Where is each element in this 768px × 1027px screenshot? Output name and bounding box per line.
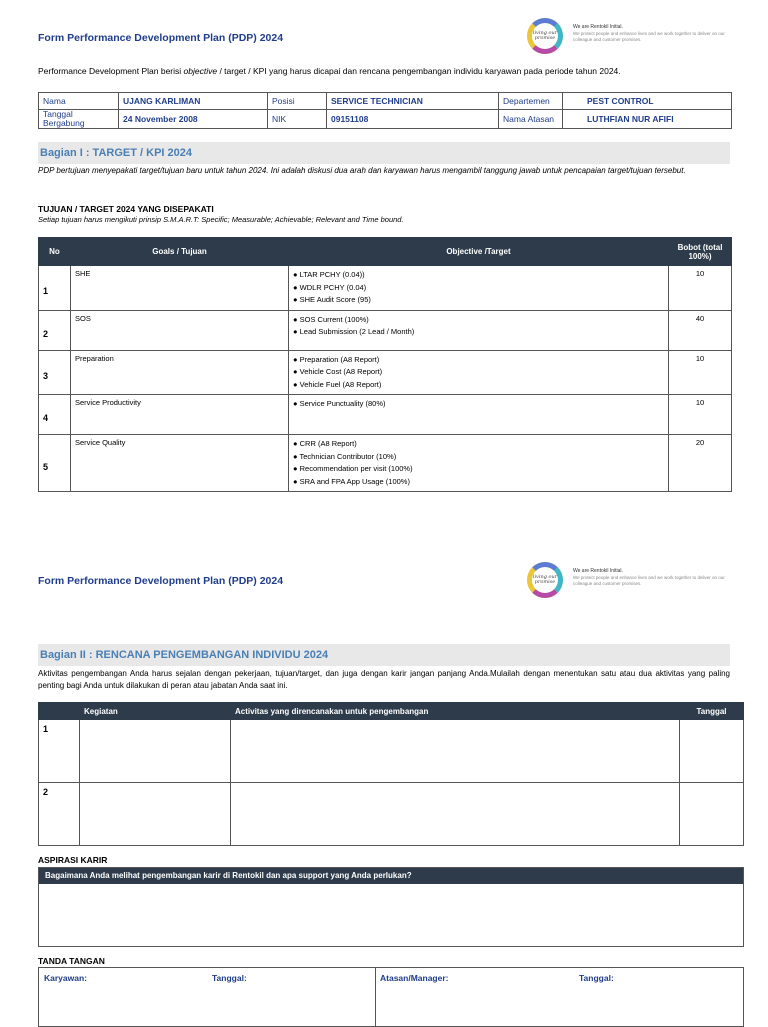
tanggal-value: 24 November 2008 xyxy=(119,110,268,129)
goals-table xyxy=(38,237,732,492)
atasan-label: Atasan/Manager: xyxy=(380,973,449,983)
goal-name: Preparation xyxy=(71,350,289,395)
goal-row xyxy=(39,310,732,350)
posisi-value: SERVICE TECHNICIAN xyxy=(327,93,499,110)
plan-row xyxy=(39,783,744,846)
employee-info-table xyxy=(38,92,732,129)
goal-bobot: 20 xyxy=(669,435,732,492)
tanggal-label-2: Tanggal: xyxy=(579,973,614,983)
plan-header-kegiatan: Kegiatan xyxy=(80,703,231,720)
posisi-label: Posisi xyxy=(268,93,327,110)
logo-tagline-1: We are Rentokil Initial. xyxy=(573,24,623,30)
goal-no: 2 xyxy=(39,310,71,350)
rentokil-logo-2 xyxy=(527,562,563,598)
tanggal-label-1: Tanggal: xyxy=(212,973,247,983)
plan-row-no: 1 xyxy=(39,720,80,783)
goal-target-item: ● Vehicle Cost (A8 Report) xyxy=(293,367,383,376)
tujuan-heading: TUJUAN / TARGET 2024 YANG DISEPAKATI xyxy=(38,204,214,214)
goal-name: SOS xyxy=(71,310,289,350)
goal-no: 3 xyxy=(39,350,71,395)
intro-text: Performance Development Plan berisi objective / target / KPI yang harus dicapai dan rencana pengembangan individu karyawan pada periode tahun 2024. xyxy=(38,66,621,76)
plan-header-tanggal: Tanggal xyxy=(680,703,744,720)
plan-kegiatan-cell[interactable] xyxy=(80,783,231,846)
goal-no: 5 xyxy=(39,435,71,492)
goal-bobot: 10 xyxy=(669,395,732,435)
goal-target-item: ● WDLR PCHY (0.04) xyxy=(293,282,367,292)
goal-target-item: ● SHE Audit Score (95) xyxy=(293,295,371,304)
section1-desc: PDP bertujuan menyepakati target/tujuan baru untuk tahun 2024. Ini adalah diskusi dua arah dan karyawan harus mengambil tanggung jawab untuk pencapaian target/tujuan tersebut. xyxy=(38,166,686,175)
goal-no: 4 xyxy=(39,395,71,435)
goal-row xyxy=(39,266,732,311)
nik-label: NIK xyxy=(268,110,327,129)
goals-header-bobot: Bobot (total 100%) xyxy=(669,238,732,266)
rentokil-logo xyxy=(527,18,563,54)
atasan-label: Nama Atasan xyxy=(499,110,563,129)
logo-tagline-2: We protect people and enhance lives and we work together to deliver on our colleague and customer promises. xyxy=(573,31,725,42)
goal-target-item: ● CRR (A8 Report) xyxy=(293,439,357,448)
development-plan-table xyxy=(38,702,744,846)
goal-bobot: 40 xyxy=(669,310,732,350)
goal-target-item: ● LTAR PCHY (0.04)) xyxy=(293,270,365,279)
goal-targets xyxy=(289,395,669,435)
goal-target-item: ● Lead Submission (2 Lead / Month) xyxy=(293,327,415,336)
goal-target-item: ● Recommendation per visit (100%) xyxy=(293,464,413,473)
plan-tanggal-cell[interactable] xyxy=(680,720,744,783)
departemen-label: Departemen xyxy=(499,93,563,110)
tujuan-note: Setiap tujuan harus mengikuti prinsip S.M.A.R.T: Specific; Measurable; Achievable; Relevant and Time bound. xyxy=(38,215,404,224)
goal-target-item: ● Preparation (A8 Report) xyxy=(293,354,380,364)
goal-targets xyxy=(289,350,669,395)
logo-tagline-2-p2: We protect people and enhance lives and we work together to deliver on our colleague and customer promises. xyxy=(573,575,725,586)
goal-target-item: ● Vehicle Fuel (A8 Report) xyxy=(293,379,382,389)
goal-name: Service Quality xyxy=(71,435,289,492)
plan-kegiatan-cell[interactable] xyxy=(80,720,231,783)
goal-targets xyxy=(289,310,669,350)
goal-name: Service Productivity xyxy=(71,395,289,435)
plan-row xyxy=(39,720,744,783)
page2-title: Form Performance Development Plan (PDP) 2024 xyxy=(38,575,284,587)
plan-header-aktivitas: Activitas yang direncanakan untuk pengembangan xyxy=(231,703,680,720)
nama-label: Nama xyxy=(39,93,119,110)
goal-target-item: ● SRA and FPA App Usage (100%) xyxy=(293,476,410,486)
aspirasi-box[interactable] xyxy=(38,867,744,947)
goal-target-item: ● Service Punctuality (80%) xyxy=(293,399,386,408)
goal-targets xyxy=(289,435,669,492)
goal-row xyxy=(39,395,732,435)
goal-target-item: ● Technician Contributor (10%) xyxy=(293,451,397,461)
goal-bobot: 10 xyxy=(669,350,732,395)
aspirasi-heading: ASPIRASI KARIR xyxy=(38,855,108,865)
karyawan-label: Karyawan: xyxy=(44,973,87,983)
tanggal-label: Tanggal Bergabung xyxy=(39,110,119,129)
section2-desc: Aktivitas pengembangan Anda harus sejalan dengan pekerjaan, tujuan/target, dan juga dengan karir jangan panjang Anda.Mulailah dengan menentukan satu atau dua aktivitas yang paling penting bagi Anda untuk dilakukan di peran atau jabatan Anda saat ini. xyxy=(38,669,730,690)
goals-header-objective: Objective /Target xyxy=(289,238,669,266)
plan-aktivitas-cell[interactable] xyxy=(231,783,680,846)
goal-bobot: 10 xyxy=(669,266,732,311)
nama-value: UJANG KARLIMAN xyxy=(119,93,268,110)
departemen-value: PEST CONTROL xyxy=(563,93,732,110)
goals-header-no: No xyxy=(39,238,71,266)
nik-value: 09151108 xyxy=(327,110,499,129)
goal-row xyxy=(39,435,732,492)
logo-text-2: living our promise xyxy=(532,574,558,585)
tanda-heading: TANDA TANGAN xyxy=(38,956,105,966)
logo-text: living our promise xyxy=(532,30,558,41)
section1-title: Bagian I : TARGET / KPI 2024 xyxy=(38,142,730,164)
plan-aktivitas-cell[interactable] xyxy=(231,720,680,783)
plan-row-no: 2 xyxy=(39,783,80,846)
signature-divider xyxy=(375,968,376,1026)
goal-no: 1 xyxy=(39,266,71,311)
section2-title: Bagian II : RENCANA PENGEMBANGAN INDIVIDU 2024 xyxy=(38,644,730,666)
aspirasi-question: Bagaimana Anda melihat pengembangan karir di Rentokil dan apa support yang Anda perlukan? xyxy=(39,868,743,884)
atasan-value: LUTHFIAN NUR AFIFI xyxy=(563,110,732,129)
goal-name: SHE xyxy=(71,266,289,311)
goal-row xyxy=(39,350,732,395)
logo-tagline-1-p2: We are Rentokil Initial. xyxy=(573,568,623,574)
goal-targets xyxy=(289,266,669,311)
signature-box xyxy=(38,967,744,1027)
plan-tanggal-cell[interactable] xyxy=(680,783,744,846)
page1-title: Form Performance Development Plan (PDP) 2024 xyxy=(38,32,284,44)
goal-target-item: ● SOS Current (100%) xyxy=(293,314,369,324)
goals-header-goals: Goals / Tujuan xyxy=(71,238,289,266)
